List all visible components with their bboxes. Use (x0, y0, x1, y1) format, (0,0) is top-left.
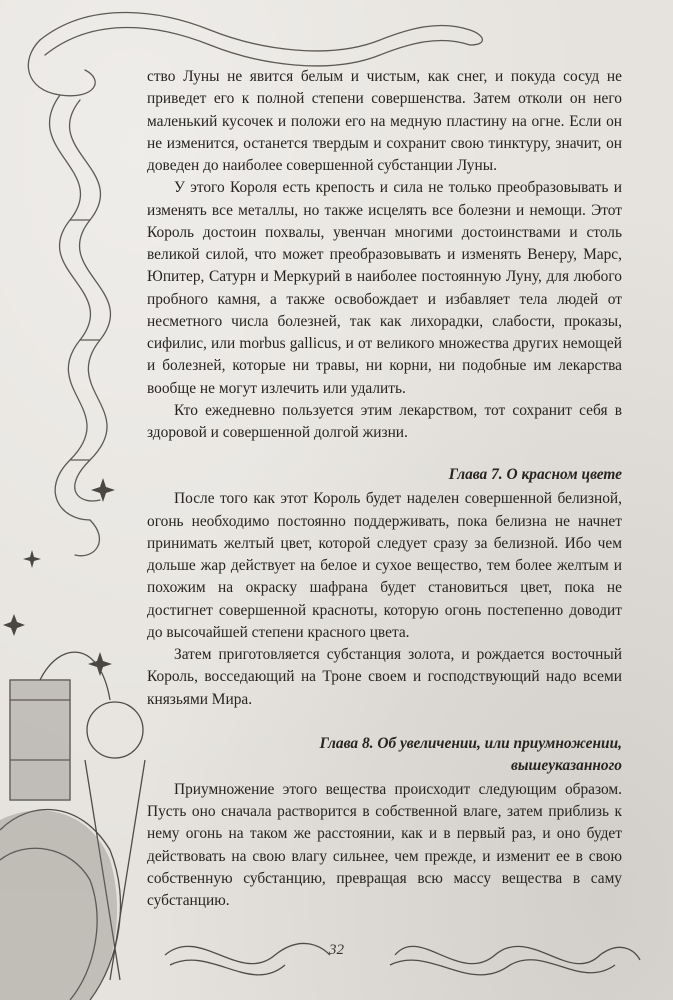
page-number: 32 (329, 942, 344, 958)
paragraph: У этого Короля есть крепость и сила не только преобразовывать и изменять все металлы, но также исцелять все болезни и немощи. Этот Король достоин похвалы, увенчан многими достоинствами и столь великой силой, что может преобразовывать и изменять Венеру, Марс, Юпитер, Сатурн и Меркурий в наиболее постоянную Луну, для любого пробного камня, а также освобождает и избавляет тела людей от несметного числа болезней, так как лихорадки, слабости, проказы, сифилис, или morbus gallicus, и от великого множества других немощей и болезней, которые ни травы, ни корни, ни подобные им лекарства вообще не могут излечить или удалить. (147, 179, 622, 397)
star-ornaments (3, 478, 115, 676)
paragraph: После того как этот Король будет наделен совершенной белизной, огонь необходимо постоянно поддерживать, пока белизна не начнет принимать желтый цвет, которой следует сразу за белизной. Ибо чем дольше жар действует на белое и сухое вещество, тем более желтым и похожим на окраску шафрана будет становиться цвет, пока не достигнет совершенной красноты, которую огонь постепенно доводит до высочайшей степени красного цвета. (147, 490, 622, 641)
chapter-8-heading (147, 733, 622, 777)
chapter-7-heading: Глава 7. О красном цвете (448, 466, 622, 484)
ribbon-top (40, 13, 470, 51)
chapter-8-heading-line-1: Глава 8. Об увеличении, или приумножении, (319, 734, 622, 752)
star-icon (23, 550, 41, 568)
star-icon (91, 478, 115, 502)
chapter-8-heading-line-2: вышеуказанного (510, 756, 622, 774)
paragraph: ство Луны не явится белым и чистым, как снег, и покуда сосуд не приведет его к полной степени совершенства. Затем отколи он него маленький кусочек и положи его на медную пластину на огне. Если он не изменится, останется твердым и сохранит свою тинктуру, значит, он доведен до наиболее совершенной субстанции Луны. (147, 68, 622, 174)
paragraph: Кто ежедневно пользуется этим лекарством, тот сохранит себя в здоровой и совершенной долгой жизни. (147, 401, 622, 441)
star-icon (88, 652, 112, 676)
paragraph: Затем приготовляется субстанция золота, и рождается восточный Король, восседающий на Троне своем и господствующий надо всеми князьями Мира. (147, 646, 622, 708)
star-icon (3, 614, 25, 636)
paragraph: Приумножение этого вещества происходит следующим образом. Пусть оно сначала растворится в собственной влаге, затем приблизь к нему огонь на таком же расстоянии, как и в первый раз, и оно будет действовать на свою влагу сильнее, чем прежде, и изменит ее в свою собственную субстанцию, превращая всю массу вещества в саму субстанцию. (147, 780, 622, 909)
page-text (147, 66, 622, 912)
